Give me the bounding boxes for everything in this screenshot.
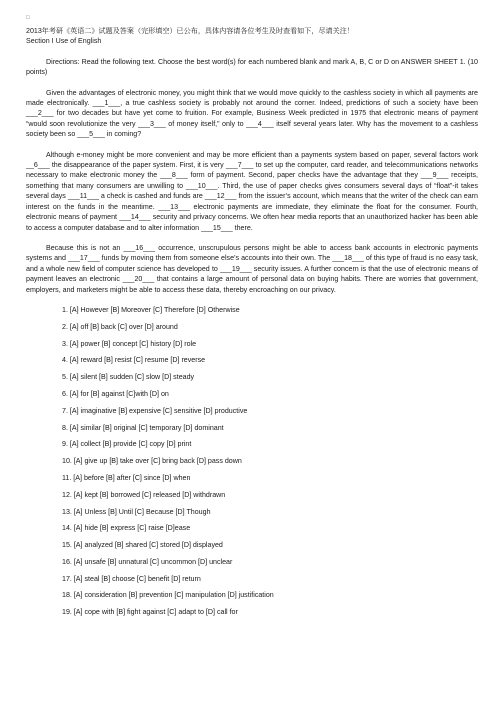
page-title: 2013年考研《英语二》试题及答案（完形填空）已公布，具体内容请各位考生及时查看如下，尽请关注！ — [26, 27, 354, 35]
option-item: 10. [A] give up [B] take over [C] bring back [D] pass down — [62, 457, 242, 466]
option-item: 16. [A] unsafe [B] unnatural [C] uncommon [D] unclear — [62, 557, 233, 566]
option-item: 6. [A] for [B] against [C]with [D] on — [62, 389, 169, 398]
option-item: 8. [A] similar [B] original [C] temporary [D] dominant — [62, 423, 224, 432]
option-item: 14. [A] hide [B] express [C] raise [D]ease — [62, 524, 191, 533]
option-item: 2. [A] off [B] back [C] over [D] around — [62, 322, 178, 331]
option-item: 13. [A] Unless [B] Until [C] Because [D] Though — [62, 507, 211, 516]
option-item: 17. [A] steal [B] choose [C] benefit [D] return — [62, 574, 201, 583]
option-item: 11. [A] before [B] after [C] since [D] when — [62, 473, 191, 482]
option-item: 7. [A] imaginative [B] expensive [C] sensitive [D] productive — [62, 406, 248, 415]
option-item: 12. [A] kept [B] borrowed [C] released [D] withdrawn — [62, 490, 226, 499]
directions-paragraph: Directions: Read the following text. Choose the best word(s) for each numbered blank and mark A, B, C or D on ANSWER SHEET 1. (10 points) — [26, 57, 478, 77]
option-item: 1. [A] However [B] Moreover [C] Therefore [D] Otherwise — [62, 305, 240, 314]
option-item: 5. [A] silent [B] sudden [C] slow [D] steady — [62, 373, 195, 382]
option-item: 18. [A] consideration [B] prevention [C] manipulation [D] justification — [62, 591, 274, 600]
option-item: 4. [A] reward [B] resist [C] resume [D] reverse — [62, 356, 206, 365]
option-item: 19. [A] cope with [B] fight against [C] adapt to [D] call for — [62, 608, 238, 617]
section-heading: Section I Use of English — [26, 37, 102, 46]
passage-paragraph-3: Because this is not an ___16___ occurrence, unscrupulous persons might be able to access bank accounts in electronic payments systems and ___17___ funds by moving them from someone else’s accounts into their own. The ___18___ of this type of fraud is no easy task, and a whole new field of computer science has developed to ___19___ security issues. A further concern is that the use of electronic means of payment leaves an electronic ___20___ that contains a large amount of personal data on buying habits. There are worries that government, employers, and marketers might be able to access these data, thereby encroaching on our privacy. — [26, 243, 478, 294]
passage-paragraph-1: Given the advantages of electronic money, you might think that we would move quickly to the cashless society in which all payments are made electronically. ___1___, a true cashless society is probably not around the corner. Indeed, predictions of such a society have been ___2___ for two decades but have yet come to fruition. For example, Business Week predicted in 1975 that electronic means of payment “would soon revolutionize the very ___3___ of money itself,” only to ___4___ itself several years later. Why has the movement to a cashless society been so ___5___ in coming? — [26, 88, 478, 139]
option-item: 9. [A] collect [B] provide [C] copy [D] print — [62, 440, 192, 449]
option-item: 15. [A] analyzed [B] shared [C] stored [D] displayed — [62, 541, 223, 550]
option-item: 3. [A] power [B] concept [C] history [D] role — [62, 339, 197, 348]
passage-paragraph-2: Although e-money might be more convenient and may be more efficient than a payments system based on paper, several factors work __6___ the disappearance of the paper system. First, it is very ___7___ to set up the computer, card reader, and telecommunications networks necessary to make electronic money the ___8___ form of payment. Second, paper checks have the advantage that they ___9___ receipts, something that many consumers are unwilling to ___10___. Third, the use of paper checks gives consumers several days of “float”-it takes several days ___11___ a check is cashed and funds are ___12___ from the issuer’s account, which means that the writer of the check can earn interest on the funds in the meantime. ___13___ electronic payments are immediate, they eliminate the float for the consumer. Fourth, electronic means of payment ___14___ security and privacy concerns. We often hear media reports that an unauthorized hacker has been able to access a computer database and to alter information ___15___ there. — [26, 150, 478, 232]
answer-options-list — [26, 305, 478, 618]
bullet-icon: □ — [26, 15, 30, 21]
